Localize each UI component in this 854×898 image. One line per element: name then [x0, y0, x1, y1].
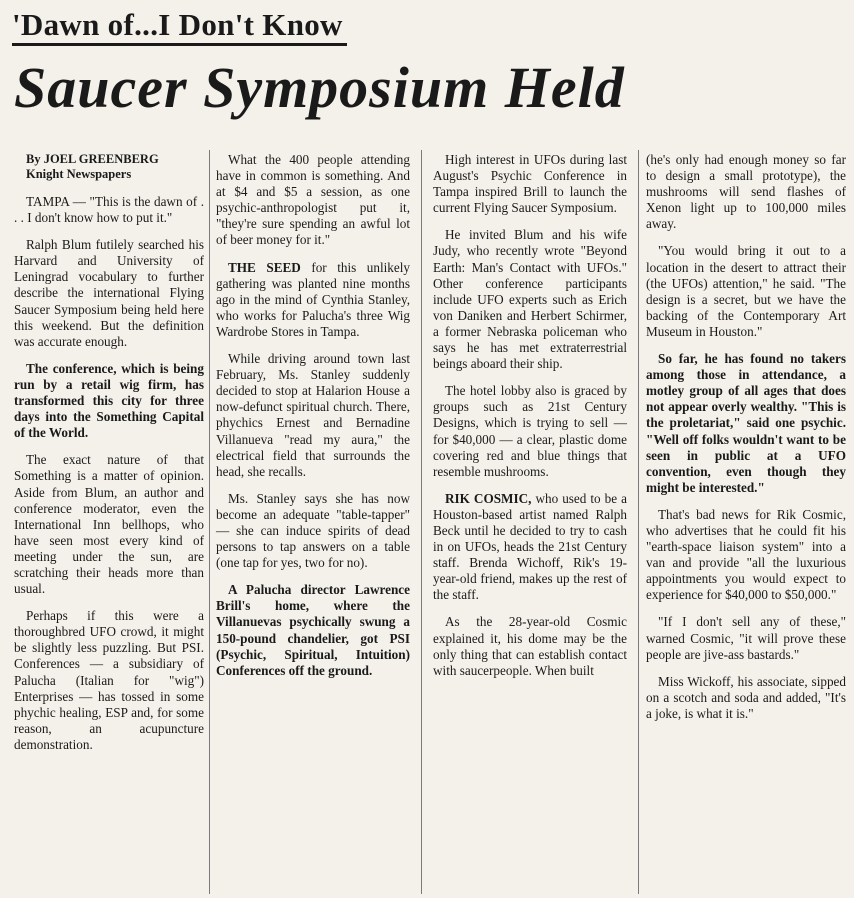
column-rule [638, 150, 639, 894]
paragraph-text: for this unlikely gathering was planted nine months ago in the mind of Cynthia Stanley, who works for Palucha's three Wig Wardrobe Stores in Tampa. [216, 259, 410, 339]
paragraph-text: As the 28-year-old Cosmic explained it, his dome may be the only thing that can establish contact with saucerpeople. When built [433, 614, 627, 678]
byline-agency: Knight Newspapers [26, 167, 132, 181]
paragraph-text: who used to be a Houston-based artist named Ralph Beck until he decided to try to cash in on UFOs, heads the 21st Century staff. Brenda Wichoff, Rik's 19-year-old friend, makes up the rest of the staff. [433, 490, 627, 603]
column-3 [433, 152, 627, 690]
paragraph [646, 152, 846, 232]
byline [26, 152, 204, 182]
paragraph-text: What the 400 people attending have in common is something. And at $4 and $5 a session, as one psychic-anthropologist put it, "they're sure spending an awful lot of beer money for it." [216, 152, 410, 248]
paragraph [14, 452, 204, 597]
column-4 [646, 152, 846, 733]
paragraph [433, 614, 627, 678]
paragraph [216, 351, 410, 480]
paragraph-text: "If I don't sell any of these," warned Cosmic, "it will prove these people are jive-ass bastards." [646, 614, 846, 662]
column-rule [209, 150, 210, 894]
paragraph-text: He invited Blum and his wife Judy, who recently wrote "Beyond Earth: Man's Contact with UFOs." Other conference participants include UFO experts such as Erich von Daniken and Herbert Schirmer, a former Nebraska policeman who says he has met extraterrestrial beings aboard their ship. [433, 227, 627, 372]
paragraph-text: The hotel lobby also is graced by groups such as 21st Century Designs, which is trying to sell — for $40,000 — a clear, plastic dome covering red and blue things that resemble mushrooms. [433, 383, 627, 479]
byline-author: By JOEL GREENBERG [26, 152, 159, 166]
paragraph-text: High interest in UFOs during last August's Psychic Conference in Tampa inspired Brill to launch the current Flying Saucer Symposium. [433, 152, 627, 216]
paragraph [646, 351, 846, 496]
paragraph-lead-in: RIK COSMIC, [445, 490, 532, 506]
paragraph [646, 243, 846, 340]
paragraph-text: (he's only had enough money so far to design a small prototype), the mushrooms will send flashes of Xenon light up to 100,000 miles away. [646, 152, 846, 232]
paragraph [433, 491, 627, 604]
paragraph-text: While driving around town last February, Ms. Stanley suddenly decided to stop at Halarion House a now-defunct spiritual church. There, phychics Ernest and Bernadine Villanueva "read my aura," the electrical field that surrounds the head, she recalls. [216, 351, 410, 479]
paragraph [14, 608, 204, 753]
paragraph-text: That's bad news for Rik Cosmic, who advertises that he could fit his "earth-space liaison system" into a van and provide "all the luxurious appointments you would expect to experience for $40,000 to $50,000." [646, 506, 846, 603]
paragraph-text: "You would bring it out to a location in the desert to attract their (the UFOs) attention," he said. "The design is a secret, but we have the backing of the Contemporary Art Museum in Houston." [646, 243, 846, 339]
paragraph [14, 194, 204, 226]
paragraph [216, 582, 410, 679]
paragraph [433, 227, 627, 372]
paragraph-lead-in: THE SEED [228, 259, 301, 275]
paragraph-text: Miss Wickoff, his associate, sipped on a scotch and soda and added, "It's a joke, is what it is." [646, 673, 846, 721]
column-rule [421, 150, 422, 894]
paragraph-text: A Palucha director Lawrence Brill's home, where the Villanuevas psychically swung a 150-pound chandelier, got PSI (Psychic, Spiritual, Intuition) Conferences off the ground. [216, 582, 410, 678]
paragraph-text: The exact nature of that Something is a matter of opinion. Aside from Blum, an author and conference moderator, even the International Inn bellhops, who have seen most every kind of meeting under the sun, are scratching their heads more than usual. [14, 452, 204, 597]
kicker-headline: 'Dawn of...I Don't Know [12, 6, 347, 46]
paragraph [216, 491, 410, 571]
paragraph-text: Perhaps if this were a thoroughbred UFO crowd, it might be slightly less puzzling. But PSI. Conferences — a subsidiary of Palucha (Italian for "wig") Enterprises — has tossed in some phychic healing, ESP and, for some reason, an acupuncture demonstration. [14, 608, 204, 752]
paragraph [216, 152, 410, 249]
paragraph [646, 507, 846, 604]
column-2 [216, 152, 410, 690]
paragraph-text: Ms. Stanley says she has now become an adequate "table-tapper" — she can induce spirits of dead persons to tap answers on a table (one tap for yes, two for no). [216, 490, 410, 571]
paragraph [646, 674, 846, 722]
paragraph-text: TAMPA — "This is the dawn of . . . I don't know how to put it." [14, 194, 204, 226]
paragraph [646, 614, 846, 662]
column-1 [14, 152, 204, 764]
paragraph [14, 237, 204, 350]
paragraph-text: Ralph Blum futilely searched his Harvard and University of Leningrad vocabulary to further describe the international Flying Saucer Symposium being held here this weekend. But the definition was accurate enough. [14, 237, 204, 349]
paragraph [433, 152, 627, 216]
paragraph [216, 260, 410, 340]
paragraph [14, 361, 204, 441]
paragraph-text: So far, he has found no takers among those in attendance, a motley group of all ages that does not appear overly wealthy. "This is the proletariat," said one psychic. "Well off folks wouldn't want to be seen in public at a UFO convention, even though they might be interested." [646, 351, 846, 495]
main-headline: Saucer Symposium Held [14, 55, 625, 120]
paragraph [433, 383, 627, 480]
paragraph-text: The conference, which is being run by a retail wig firm, has transformed this city for three days into the Something Capital of the World. [14, 360, 204, 441]
